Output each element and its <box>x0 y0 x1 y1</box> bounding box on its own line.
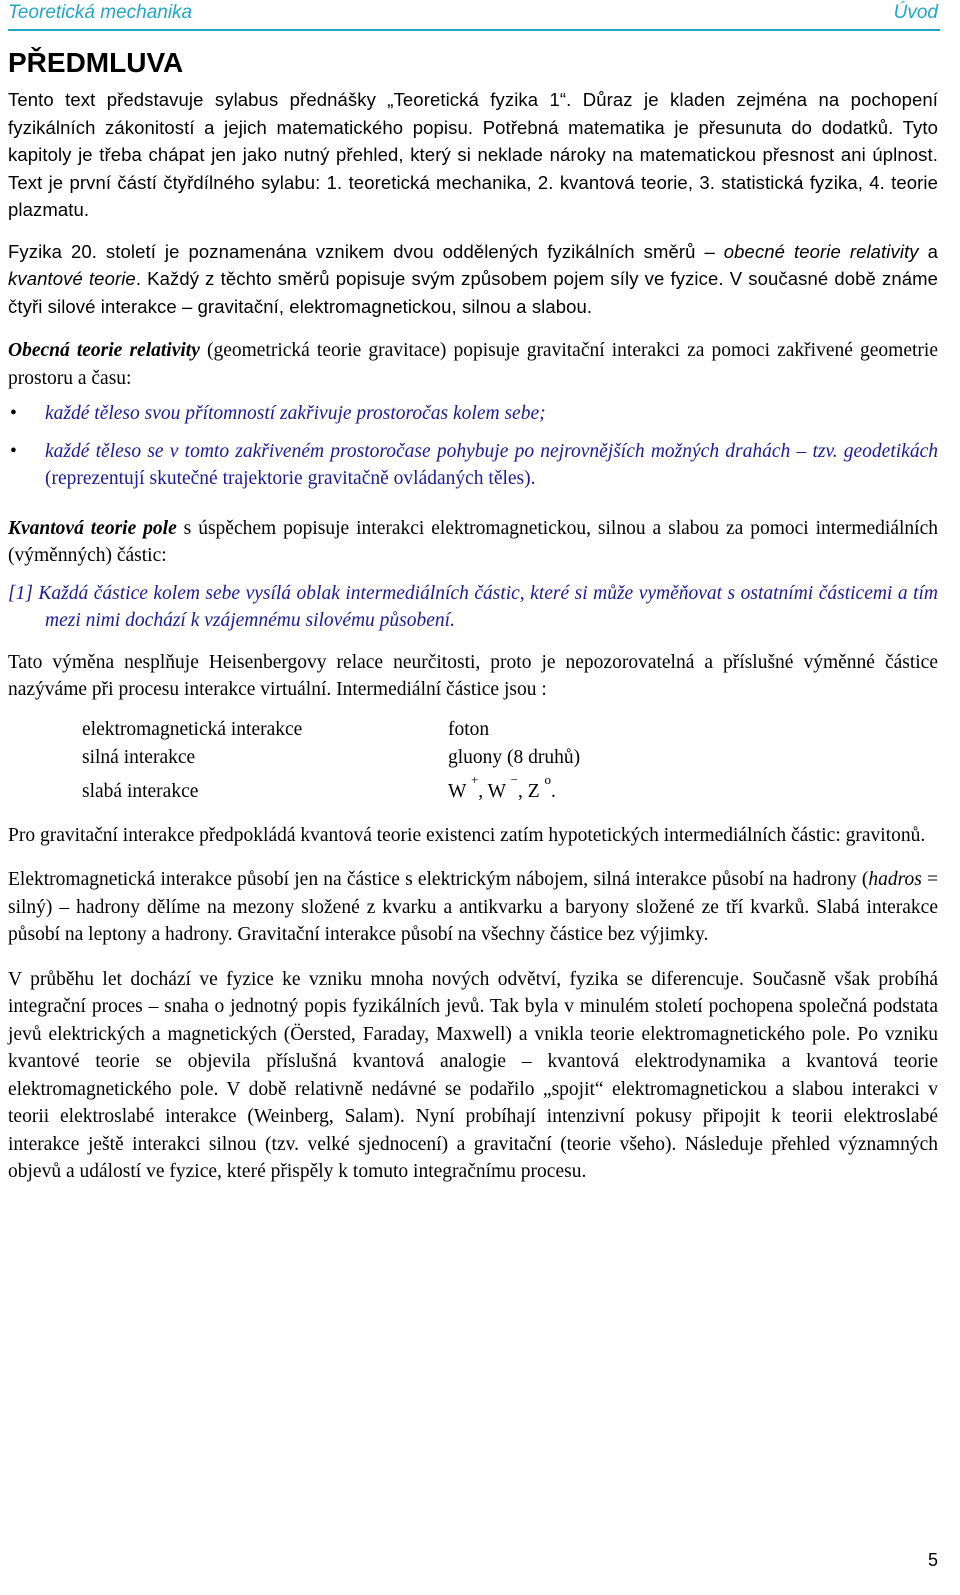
page-title: PŘEDMLUVA <box>8 47 184 78</box>
intermediate-particles-table <box>82 716 938 810</box>
w-boson: W <box>448 780 467 802</box>
qft-paragraph <box>8 515 938 570</box>
gr-heading-term: Obecná teorie relativity <box>8 340 200 361</box>
interaction-cell: elektromagnetická interakce <box>82 718 303 740</box>
gr-bullet-2: každé těleso se v tomto zakřiveném prostoročase pohybuje po nejrovnějších možných drahách – tzv. geodetikách <box>45 440 938 462</box>
intro-paragraph: Tento text představuje sylabus přednášky „Teoretická fyzika 1“. Důraz je kladen zejména na pochopení fyzikálních zákonitostí a jejich matematického popisu. Potřebná matematika je přesunuta do dodatků. Tyto kapitoly je třeba chápat jen jako nutný přehled, který si neklade nároky na matematickou přesnost ani úplnost. Text je první částí čtyřdílného sylabu: 1. teoretická mechanika, 2. kvantová teorie, 3. statistická fyzika, 4. teorie plazmatu. <box>8 89 938 220</box>
gr-paragraph <box>8 337 938 392</box>
century-rest: . Každý z těchto směrů popisuje svým způsobem pojem síly ve fyzice. V současné době známe čtyři silové interakce – gravitační, elektromagnetickou, silnou a slabou. <box>8 268 938 317</box>
gr-term: obecné teorie relativity <box>723 240 919 262</box>
gr-bullet-2-note: (reprezentují skutečné trajektorie gravitačně ovládaných těles). <box>45 468 536 489</box>
header-title: Teoretická mechanika <box>8 2 193 23</box>
particle-cell: foton <box>448 718 490 740</box>
interaction-cell: slabá interakce <box>82 780 199 802</box>
qft-description: s úspěchem popisuje interakci elektromagnetickou, silnou a slabou za pomoci intermediálních (výměnných) částic: <box>8 517 938 566</box>
bullet-icon: • <box>10 403 17 424</box>
minus-sign: − <box>510 771 518 787</box>
hadros-term: hadros <box>868 869 922 890</box>
history-paragraph: V průběhu let dochází ve fyzice ke vzniku mnoha nových odvětví, fyzika se diferencuje. Současně však probíhá integrační proces – snaha o jednotný popis fyzikálních jevů. Tak byla v minulém století pochopena společná podstata jevů elektrických a magnetických (Öersted, Faraday, Maxwell) a vnikla teorie elektromagnetického pole. Po vzniku kvantové teorie se objevila příslušná kvantová analogie – kvantová elektrodynamika a kvantová teorie elektromagnetického pole. V době relativně nedávné se podařilo „spojit“ elektromagnetickou a slabou interakci v teorii elektroslabé interakce (Weinberg, Salam). Nyní probíhají intenzivní pokusy připojit k teorii elektroslabé interakce ještě interakci silnou (tzv. velké sjednocení) a gravitační (teorie všeho). Následuje přehled významných objevů a událostí ve fyzice, které přispěly k tomuto integračnímu procesu. <box>8 968 938 1182</box>
particle-cell: gluony (8 druhů) <box>448 746 581 768</box>
plus-sign: + <box>470 771 479 787</box>
table-row <box>82 716 938 744</box>
particle-cell <box>448 771 938 810</box>
qt-term: kvantové teorie <box>8 268 136 289</box>
list-item <box>8 400 938 428</box>
em-rest: = silný) – hadrony dělíme na mezony složené z kvarku a antikvarku a baryony složené ze tří kvarků. Slabá interakce působí na leptony a hadrony. Gravitační interakce působí na všechny částice bez výjimky. <box>8 869 938 945</box>
table-row <box>82 744 938 772</box>
gr-bullet-1: každé těleso svou přítomností zakřivuje prostoročas kolem sebe; <box>45 403 546 424</box>
interactions-paragraph <box>8 866 938 949</box>
separator: , Z <box>517 780 540 802</box>
end-dot: . <box>551 780 556 802</box>
century-paragraph <box>8 238 938 321</box>
table-row <box>82 771 938 810</box>
gravity-paragraph: Pro gravitační interakce předpokládá kvantová teorie existenci zatím hypotetických intermediálních částic: gravitonů. <box>8 824 926 846</box>
exchange-paragraph: Tato výměna nesplňuje Heisenbergovy relace neurčitosti, proto je nepozorovatelná a příslušné výměnné částice nazýváme při procesu interakce virtuální. Intermediální částice jsou : <box>8 651 938 700</box>
zero-sign: o <box>544 771 551 787</box>
gr-description: (geometrická teorie gravitace) popisuje gravitační interakci za pomoci zakřivené geometrie prostoru a času: <box>8 340 938 389</box>
list-item <box>8 438 938 493</box>
qft-heading-term: Kvantová teorie pole <box>8 517 177 539</box>
principle-1: [1] Každá částice kolem sebe vysílá oblak intermediálních částic, které si může vyměňovat s ostatními částicemi a tím mezi nimi dochází k vzájemnému silovému působení. <box>8 582 938 631</box>
century-and: a <box>918 240 938 262</box>
em-text: Elektromagnetická interakce působí jen na částice s elektrickým nábojem, silná interakce působí na hadrony ( <box>8 869 869 890</box>
header-rule <box>8 29 940 31</box>
bullet-icon: • <box>10 440 17 462</box>
gr-bullet-list <box>8 400 938 493</box>
page-number: 5 <box>927 1550 938 1570</box>
header-section: Úvod <box>893 2 938 23</box>
interaction-cell: silná interakce <box>82 746 196 768</box>
century-text: Fyzika 20. století je poznamenána vznikem dvou oddělených fyzikálních směrů – <box>8 240 724 262</box>
page-content <box>8 46 938 1186</box>
separator: , W <box>478 780 506 802</box>
